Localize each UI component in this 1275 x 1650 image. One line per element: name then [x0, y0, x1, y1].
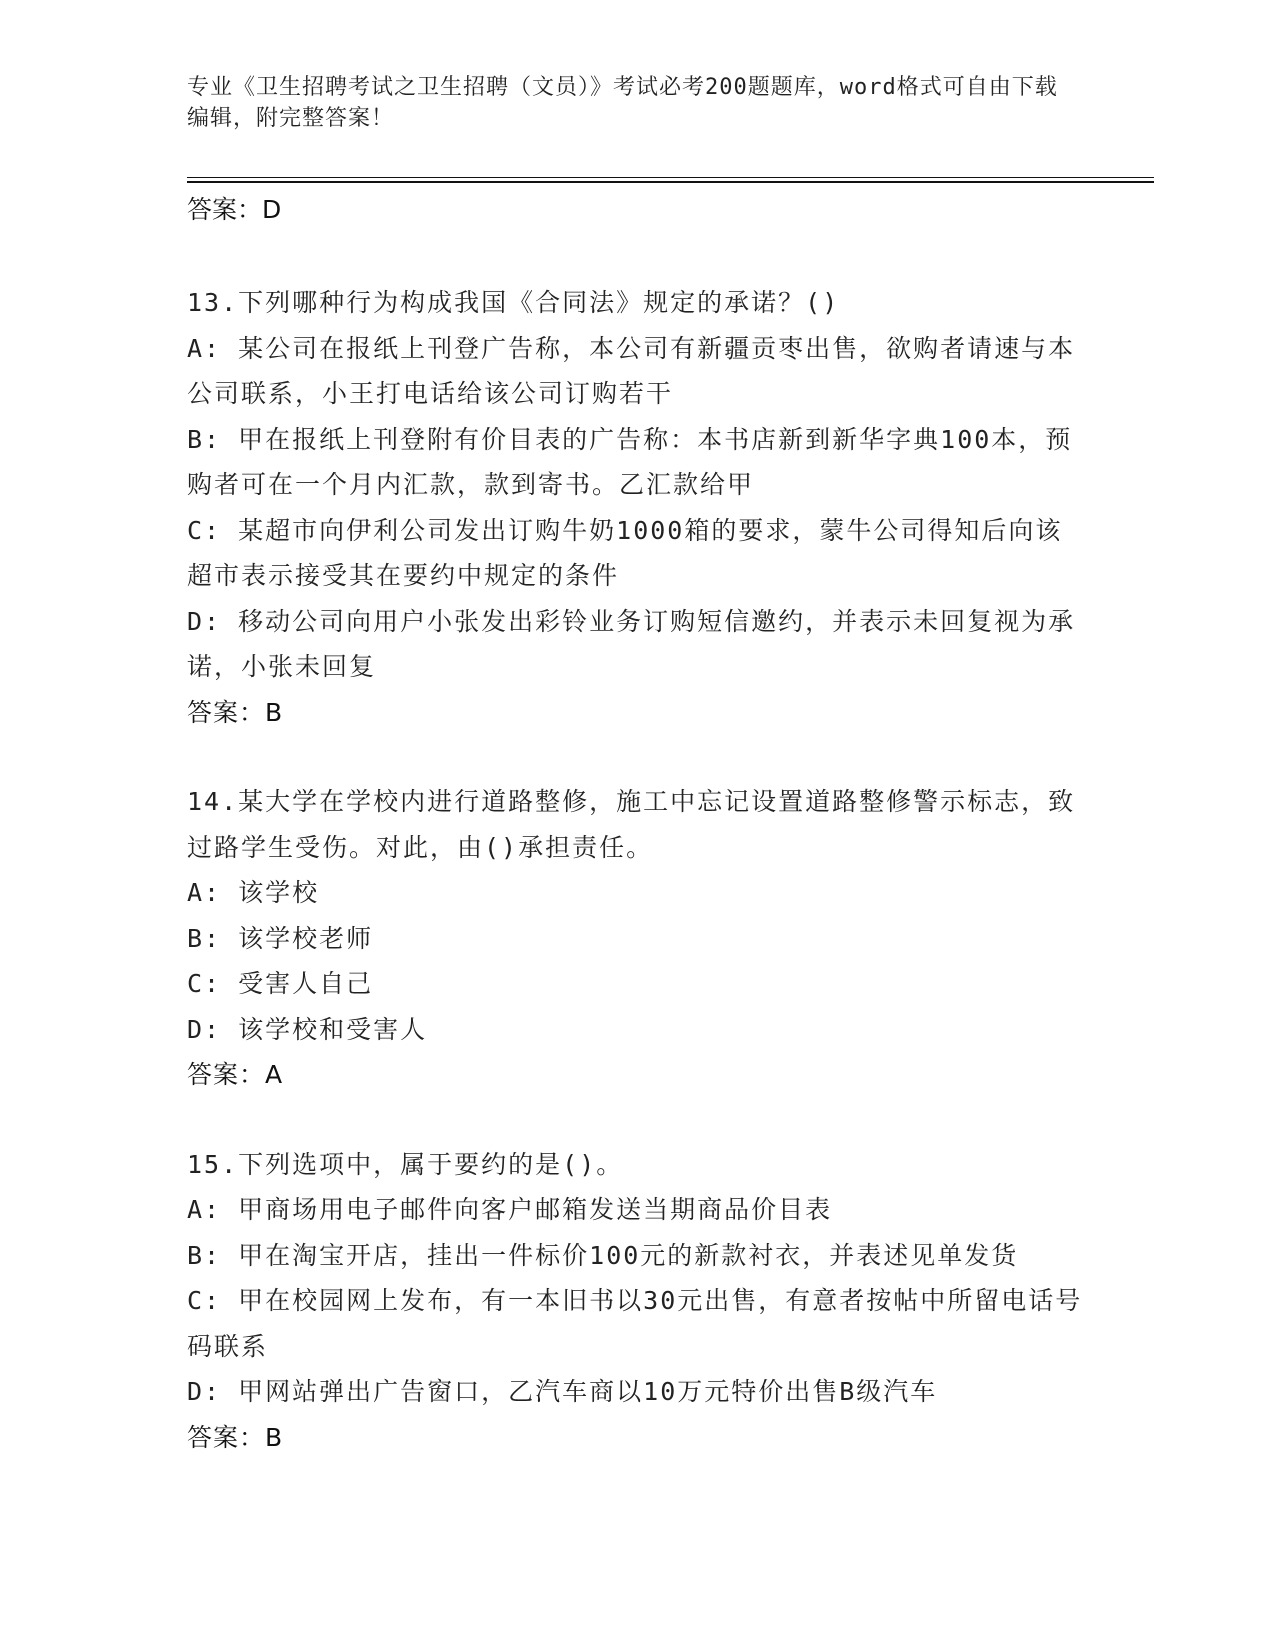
option-a: A: 该学校 [187, 878, 320, 907]
question-15 [187, 1142, 1087, 1461]
question-stem: 15.下列选项中，属于要约的是()。 [187, 1149, 624, 1179]
option-a: A: 甲商场用电子邮件向客户邮箱发送当期商品价目表 [187, 1195, 833, 1224]
option-a: A: 某公司在报纸上刊登广告称，本公司有新疆贡枣出售，欲购者请速与本公司联系，小王打电话给该公司订购若干 [187, 333, 1076, 408]
previous-question-answer: 答案：D [187, 195, 282, 224]
question-list [187, 280, 1087, 1504]
option-c: C: 甲在校园网上发布，有一本旧书以30元出售，有意者按帖中所留电话号码联系 [187, 1286, 1083, 1361]
header-rule-thick [187, 181, 1154, 183]
question-13 [187, 280, 1087, 735]
question-stem: 13.下列哪种行为构成我国《合同法》规定的承诺？() [187, 288, 840, 317]
option-c: C: 某超市向伊利公司发出订购牛奶1000箱的要求，蒙牛公司得知后向该超市表示接受其在要约中规定的条件 [187, 515, 1063, 590]
question-14 [187, 779, 1087, 1098]
answer-label: 答案：A [187, 1060, 284, 1089]
option-d: D: 移动公司向用户小张发出彩铃业务订购短信邀约，并表示未回复视为承诺，小张未回复 [187, 606, 1076, 681]
option-d: D: 甲网站弹出广告窗口，乙汽车商以10万元特价出售B级汽车 [187, 1377, 938, 1406]
answer-label: 答案：B [187, 1422, 284, 1452]
option-c: C: 受害人自己 [187, 969, 374, 998]
header-rule-thin [187, 177, 1154, 178]
option-b: B: 甲在淘宝开店，挂出一件标价100元的新款衬衣，并表述见单发货 [187, 1240, 1019, 1270]
option-b: B: 甲在报纸上刊登附有价目表的广告称：本书店新到新华字典100本，预购者可在一个月内汇款，款到寄书。乙汇款给甲 [187, 424, 1073, 499]
option-d: D: 该学校和受害人 [187, 1014, 428, 1044]
option-b: B: 该学校老师 [187, 923, 374, 953]
answer-label: 答案：B [187, 697, 284, 727]
page-header: 专业《卫生招聘考试之卫生招聘（文员）》考试必考200题题库，word格式可自由下载编辑，附完整答案！ [187, 75, 1058, 131]
question-stem: 14.某大学在学校内进行道路整修，施工中忘记设置道路整修警示标志，致过路学生受伤。对此，由()承担责任。 [187, 787, 1076, 862]
